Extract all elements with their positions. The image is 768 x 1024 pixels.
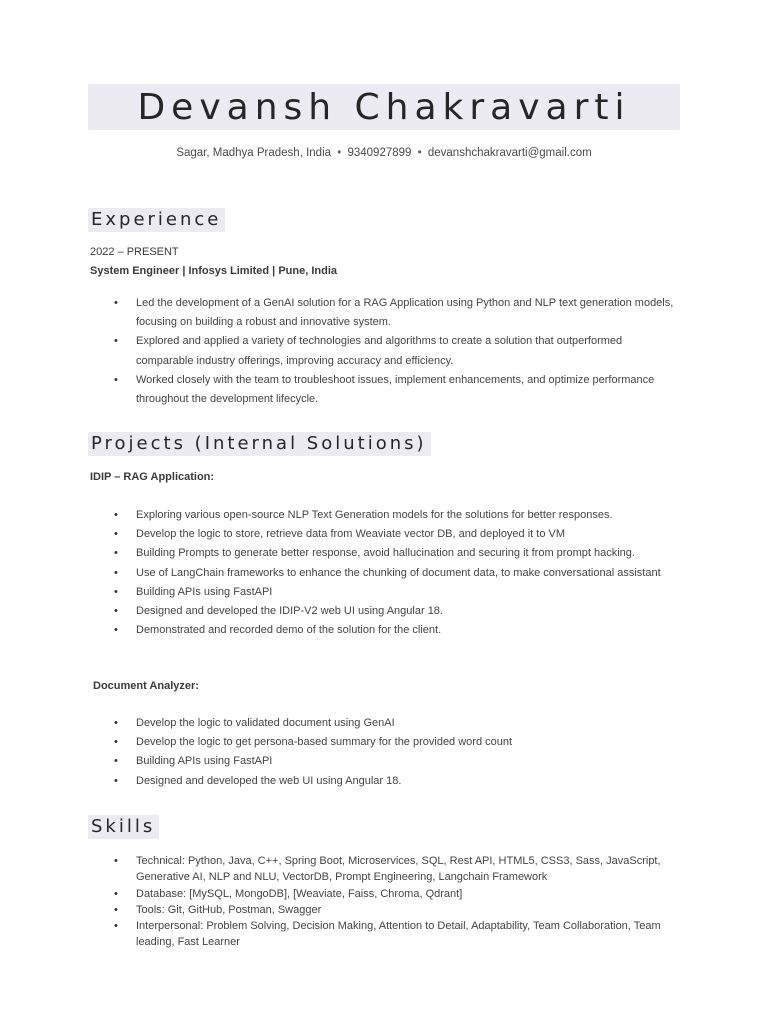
skills-heading: Skills — [88, 815, 159, 839]
idip-list — [90, 506, 680, 640]
list-item: • Building APIs using FastAPI — [90, 752, 680, 771]
list-item: • Develop the logic to validated document using GenAI — [90, 714, 680, 733]
list-item: • Designed and developed the web UI using Angular 18. — [90, 772, 680, 791]
experience-list — [90, 294, 680, 409]
list-item: • Worked closely with the team to troubleshoot issues, implement enhancements, and optimize performance throughout the development lifecycle. — [90, 371, 680, 409]
list-item: • Use of LangChain frameworks to enhance the chunking of document data, to make conversational assistant — [90, 564, 680, 583]
analyzer-project-title: Document Analyzer: — [93, 680, 199, 692]
list-item: • Building APIs using FastAPI — [90, 583, 680, 602]
experience-role: System Engineer | Infosys Limited | Pune, India — [90, 265, 337, 277]
experience-period: 2022 – PRESENT — [90, 246, 179, 258]
idip-project-title: IDIP – RAG Application: — [90, 471, 215, 483]
list-item: • Demonstrated and recorded demo of the solution for the client. — [90, 621, 680, 640]
location: Sagar, Madhya Pradesh, India — [176, 147, 332, 159]
list-item: • Explored and applied a variety of technologies and algorithms to create a solution that outperformed comparable industry offerings, improving accuracy and efficiency. — [90, 332, 680, 370]
skills-list — [90, 853, 680, 951]
list-item: • Led the development of a GenAI solution for a RAG Application using Python and NLP text generation models, focusing on building a robust and innovative system. — [90, 294, 680, 332]
experience-heading: Experience — [88, 208, 225, 232]
list-item: • Database: [MySQL, MongoDB], [Weaviate, Faiss, Chroma, Qdrant] — [90, 886, 680, 902]
list-item: • Technical: Python, Java, C++, Spring Boot, Microservices, SQL, Rest API, HTML5, CSS3, Sass, JavaScript, Generative AI, NLP and NLU, VectorDB, Prompt Engineering, Langchain Framework — [90, 853, 680, 886]
phone-number: 9340927899 — [347, 147, 412, 159]
separator-dot: • — [337, 147, 342, 159]
list-item: • Interpersonal: Problem Solving, Decision Making, Attention to Detail, Adaptability, Team Collaboration, Team leading, Fast Learner — [90, 918, 680, 951]
analyzer-list — [90, 714, 680, 791]
list-item: • Develop the logic to store, retrieve data from Weaviate vector DB, and deployed it to VM — [90, 525, 680, 544]
list-item: • Exploring various open-source NLP Text Generation models for the solutions for better responses. — [90, 506, 680, 525]
contact-line — [0, 147, 768, 159]
list-item: • Tools: Git, GitHub, Postman, Swagger — [90, 902, 680, 918]
list-item: • Building Prompts to generate better response, avoid hallucination and securing it from prompt hacking. — [90, 544, 680, 563]
list-item: • Develop the logic to get persona-based summary for the provided word count — [90, 733, 680, 752]
separator-dot: • — [417, 147, 422, 159]
candidate-name: Devansh Chakravarti — [137, 86, 631, 128]
projects-heading: Projects (Internal Solutions) — [88, 432, 431, 456]
email-address[interactable]: devanshchakravarti@gmail.com — [427, 147, 592, 159]
list-item: • Designed and developed the IDIP-V2 web UI using Angular 18. — [90, 602, 680, 621]
name-banner — [88, 84, 680, 130]
